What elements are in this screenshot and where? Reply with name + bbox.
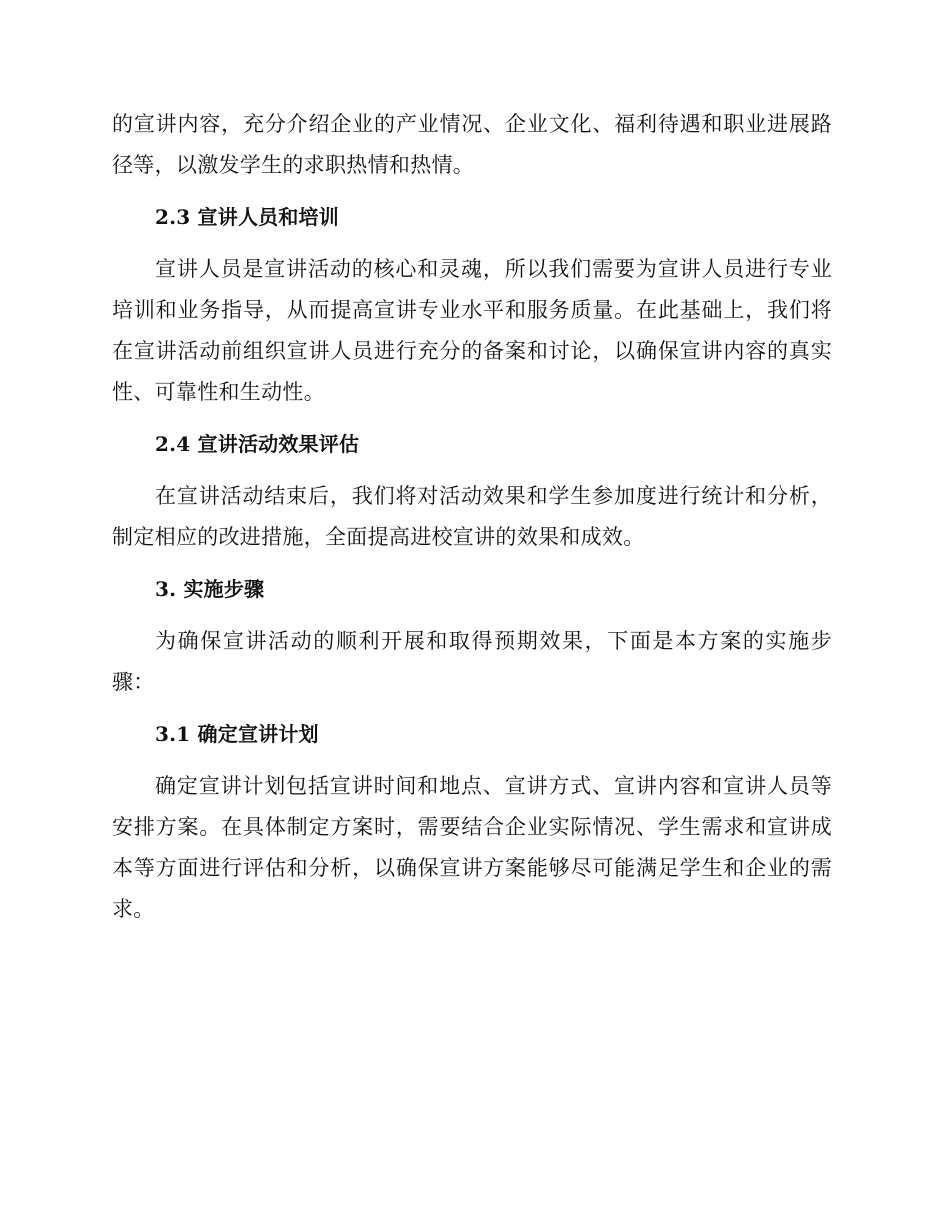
paragraph-continuation: 的宣讲内容，充分介绍企业的产业情况、企业文化、福利待遇和职业进展路径等，以激发学生的求职热情和热情。: [112, 112, 832, 177]
paragraph-plan-definition: 确定宣讲计划包括宣讲时间和地点、宣讲方式、宣讲内容和宣讲人员等安排方案。在具体制定方案时，需要结合企业实际情况、学生需求和宣讲成本等方面进行评估和分析，以确保宣讲方案能够尽可能满足学生和企业的需求。: [112, 774, 832, 921]
paragraph-presenter-training: 宣讲人员是宣讲活动的核心和灵魂，所以我们需要为宣讲人员进行专业培训和业务指导，从而提高宣讲专业水平和服务质量。在此基础上，我们将在宣讲活动前组织宣讲人员进行充分的备案和讨论，以确保宣讲内容的真实性、可靠性和生动性。: [112, 257, 832, 404]
section-heading-3-1: 3.1 确定宣讲计划: [155, 722, 319, 746]
document-body: [112, 104, 832, 930]
section-heading-2-3: 2.3 宣讲人员和培训: [155, 205, 339, 229]
paragraph-implementation-intro: 为确保宣讲活动的顺利开展和取得预期效果，下面是本方案的实施步骤：: [112, 629, 832, 694]
paragraph-effect-evaluation: 在宣讲活动结束后，我们将对活动效果和学生参加度进行统计和分析，制定相应的改进措施，全面提高进校宣讲的效果和成效。: [112, 484, 832, 549]
section-heading-2-4: 2.4 宣讲活动效果评估: [155, 432, 360, 456]
section-heading-3: 3. 实施步骤: [155, 577, 265, 601]
